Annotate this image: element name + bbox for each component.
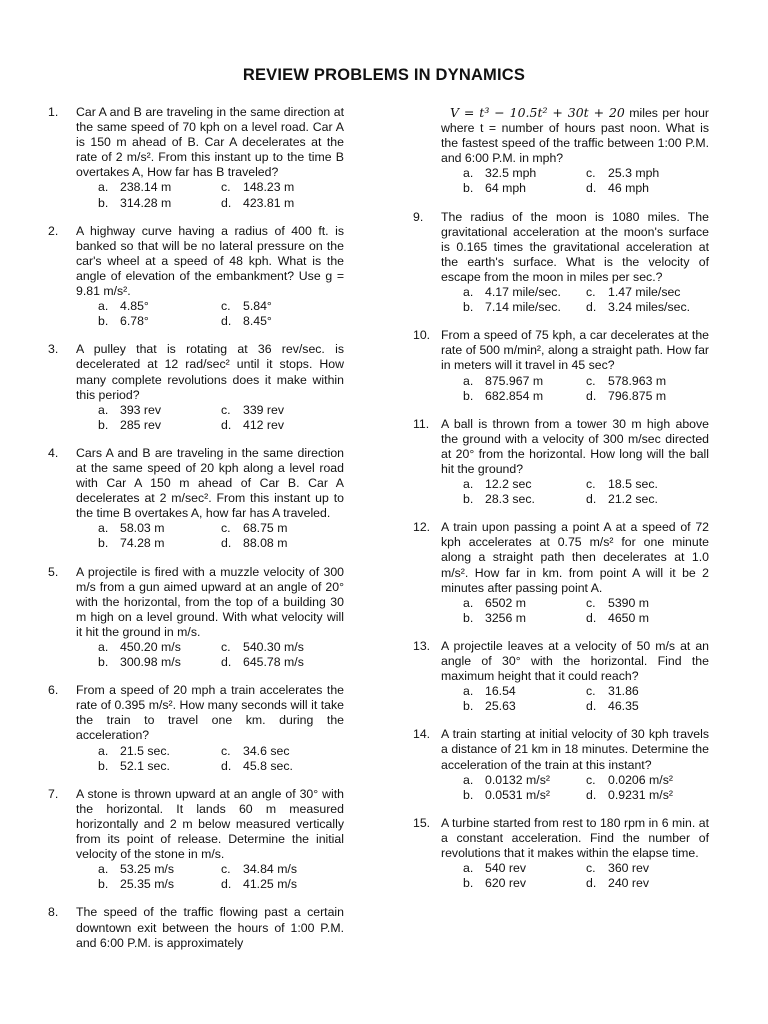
choices: a. 16.54 c. 31.86 b. 25.63 d. 46.35 <box>463 684 639 714</box>
problem-8 <box>48 905 344 950</box>
choice-b: 64 mph <box>485 181 527 196</box>
choice-a: 58.03 m <box>120 521 165 536</box>
problem-number: 9. <box>413 209 424 224</box>
choice-c: 360 rev <box>608 861 650 876</box>
choice-b: 682.854 m <box>485 388 544 403</box>
problem-text: A ball is thrown from a tower 30 m high above the ground with a velocity of 300 m/sec directed at 20° from the horizontal. How long will the ball hit the ground? <box>441 416 709 476</box>
problem-3 <box>48 342 344 433</box>
problem-number: 12. <box>413 520 431 535</box>
choice-d: 645.78 m/s <box>243 655 304 670</box>
problem-number: 5. <box>48 564 59 579</box>
choices: a. 53.25 m/s c. 34.84 m/s b. 25.35 m/s d. 41.25 m/s <box>98 862 297 892</box>
choice-c: 68.75 m <box>243 521 288 536</box>
problem-text: Car A and B are traveling in the same direction at the same speed of 70 kph on a level road. Car A is 150 m ahead of B. Car A decelerates at the rate of 2 m/s². From this instant up to the time B overtakes A, How far has B traveled? <box>76 105 344 180</box>
choice-a: 53.25 m/s <box>120 862 174 877</box>
problem-number: 14. <box>413 727 431 742</box>
choice-a: 21.5 sec. <box>120 743 170 758</box>
choice-b: 7.14 mile/sec. <box>485 300 561 315</box>
choices: a. 875.967 m c. 578.963 m b. 682.854 m d. 796.875 m <box>463 373 667 403</box>
choices: a. 6502 m c. 5390 m b. 3256 m d. 4650 m <box>463 595 650 625</box>
choices: a. 58.03 m c. 68.75 m b. 74.28 m d. 88.08 m <box>98 521 288 551</box>
problem-text: The speed of the traffic flowing past a certain downtown exit between the hours of 1:00 P.M. and 6:00 P.M. is approximately <box>76 905 344 950</box>
problem-number: 4. <box>48 445 59 460</box>
choices: a. 12.2 sec c. 18.5 sec. b. 28.3 sec. d. 21.2 sec. <box>463 477 658 507</box>
problem-10 <box>413 328 709 403</box>
problem-number: 10. <box>413 328 431 343</box>
choice-b: 6.78° <box>120 314 149 329</box>
choice-d: 8.45° <box>243 314 272 329</box>
choice-c: 5.84° <box>243 299 272 314</box>
choice-c: 25.3 mph <box>608 166 660 181</box>
choice-b: 3256 m <box>485 610 527 625</box>
choice-c: 148.23 m <box>243 180 295 195</box>
problem-text: From a speed of 20 mph a train accelerates the rate of 0.395 m/s². How many seconds will it take the train to travel one km. during the acceleration? <box>76 683 344 743</box>
choice-a: 6502 m <box>485 595 527 610</box>
problem-number: 3. <box>48 342 59 357</box>
problem-8-continued <box>413 105 709 197</box>
problem-9 <box>413 210 709 316</box>
problem-1 <box>48 105 344 211</box>
choice-c: 5390 m <box>608 595 650 610</box>
choice-d: 3.24 miles/sec. <box>608 300 691 315</box>
choice-b: 74.28 m <box>120 536 165 551</box>
problem-12 <box>413 520 709 626</box>
problem-7 <box>48 787 344 893</box>
choice-c: 578.963 m <box>608 373 667 388</box>
problem-number: 2. <box>48 223 59 238</box>
choice-d: 46 mph <box>608 181 650 196</box>
choices: a. 21.5 sec. c. 34.6 sec b. 52.1 sec. d. 45.8 sec. <box>98 743 293 773</box>
choice-b: 25.35 m/s <box>120 877 174 892</box>
choice-c: 18.5 sec. <box>608 477 658 492</box>
choice-d: 240 rev <box>608 876 650 891</box>
problem-number: 11. <box>413 416 430 431</box>
choice-d: 88.08 m <box>243 536 288 551</box>
choice-d: 0.9231 m/s² <box>608 787 673 802</box>
choice-b: 314.28 m <box>120 195 172 210</box>
choice-a: 540 rev <box>485 861 527 876</box>
choices: a. 4.17 mile/sec. c. 1.47 mile/sec b. 7.14 mile/sec. d. 3.24 miles/sec. <box>463 285 691 315</box>
choice-a: 0.0132 m/s² <box>485 772 550 787</box>
problem-number: 15. <box>413 815 431 830</box>
choices: a. 450.20 m/s c. 540.30 m/s b. 300.98 m/s d. 645.78 m/s <box>98 640 304 670</box>
choice-d: 412 rev <box>243 417 285 432</box>
choices: a. 32.5 mph c. 25.3 mph b. 64 mph d. 46 mph <box>463 166 660 196</box>
choice-c: 31.86 <box>608 684 639 699</box>
choice-a: 450.20 m/s <box>120 640 181 654</box>
choice-a: 4.85° <box>120 299 149 314</box>
problem-text: A pulley that is rotating at 36 rev/sec. is decelerated at 12 rad/sec² until it stops. How many complete revolutions does it make within this period? <box>76 342 344 402</box>
problem-text: miles per hour where t = number of hours past noon. What is the fastest speed of the traffic between 1:00 P.M. and 6:00 P.M. in mph? <box>441 106 710 166</box>
problem-15 <box>413 816 709 891</box>
page-title: REVIEW PROBLEMS IN DYNAMICS <box>242 66 526 84</box>
problem-text: Cars A and B are traveling in the same direction at the same speed of 20 kph along a level road with Car A 150 m ahead of Car B. Car A decelerates at 2 m/sec². From this instant up to the time B overtakes A, how far has A traveled. <box>76 445 344 521</box>
problem-text: A projectile is fired with a muzzle velocity of 300 m/s from a gun aimed upward at an angle of 20° with the horizontal, from the top of a building 30 m high on a level ground. With what velocity will it hit the ground in m/s. <box>76 564 344 639</box>
choice-b: 300.98 m/s <box>120 655 181 670</box>
problem-4 <box>48 446 344 552</box>
problem-6 <box>48 683 344 774</box>
choice-b: 52.1 sec. <box>120 758 170 773</box>
choices: a. 238.14 m c. 148.23 m b. 314.28 m d. 423.81 m <box>98 180 295 210</box>
choice-a: 16.54 <box>485 684 516 699</box>
problem-text: From a speed of 75 kph, a car decelerates at the rate of 500 m/min², along a straight path. How far in meters will it travel in 45 sec? <box>441 328 709 373</box>
problem-2 <box>48 224 344 330</box>
problem-number: 8. <box>48 905 59 920</box>
choice-d: 423.81 m <box>243 195 295 210</box>
problem-11 <box>413 417 709 508</box>
problem-number: 6. <box>48 683 59 698</box>
choice-d: 4650 m <box>608 610 650 625</box>
choices: a. 0.0132 m/s² c. 0.0206 m/s² b. 0.0531 m/s² d. 0.9231 m/s² <box>463 772 673 802</box>
problem-text: A turbine started from rest to 180 rpm in 6 min. at a constant acceleration. Find the number of revolutions that it makes within the elapse time. <box>441 815 709 861</box>
choice-b: 0.0531 m/s² <box>485 787 550 802</box>
problem-text: A train upon passing a point A at a speed of 72 kph accelerates at 0.75 m/s² for one minute along a straight path then decelerates at 1.0 m/s². How far in km. from point A will it be 2 minutes after passing point A. <box>441 520 709 595</box>
choice-d: 796.875 m <box>608 388 667 403</box>
choice-a: 393 rev <box>120 402 162 417</box>
left-column <box>48 105 344 964</box>
choice-c: 34.6 sec <box>243 743 290 758</box>
choices: a. 4.85° c. 5.84° b. 6.78° d. 8.45° <box>98 299 272 329</box>
choice-c: 540.30 m/s <box>243 640 304 654</box>
choices: a. 393 rev c. 339 rev b. 285 rev d. 412 rev <box>98 402 285 432</box>
choice-c: 1.47 mile/sec <box>608 285 681 300</box>
right-column <box>413 105 709 904</box>
choice-c: 34.84 m/s <box>243 862 297 877</box>
choice-a: 4.17 mile/sec. <box>485 285 561 300</box>
problem-number: 1. <box>48 105 59 119</box>
speed-equation: V = t³ − 10.5t² + 30t + 20 <box>450 105 625 120</box>
problem-text: A train starting at initial velocity of 30 kph travels a distance of 21 km in 18 minutes. Determine the acceleration of the train at this instant? <box>441 727 709 772</box>
choice-b: 28.3 sec. <box>485 492 535 507</box>
problem-number: 13. <box>413 638 431 653</box>
problem-14 <box>413 727 709 802</box>
choice-a: 12.2 sec <box>485 477 532 492</box>
choice-b: 285 rev <box>120 417 162 432</box>
problem-number: 7. <box>48 786 59 801</box>
choice-a: 32.5 mph <box>485 166 537 181</box>
problem-text: A projectile leaves at a velocity of 50 m/s at an angle of 30° with the horizontal. Find the maximum height that it could reach? <box>441 638 709 684</box>
choice-c: 339 rev <box>243 402 285 417</box>
choice-d: 41.25 m/s <box>243 877 297 892</box>
choice-a: 238.14 m <box>120 180 172 195</box>
problem-text: The radius of the moon is 1080 miles. The gravitational acceleration at the moon's surface is 0.165 times the gravitational acceleration at the earth's surface. What is the velocity of escape from the moon in miles per sec.? <box>441 209 709 284</box>
problem-5 <box>48 565 344 671</box>
problem-13 <box>413 639 709 714</box>
choice-a: 875.967 m <box>485 373 544 388</box>
choice-d: 45.8 sec. <box>243 758 293 773</box>
choice-b: 25.63 <box>485 699 516 714</box>
choice-b: 620 rev <box>485 876 527 891</box>
choice-d: 46.35 <box>608 699 639 714</box>
choices: a. 540 rev c. 360 rev b. 620 rev d. 240 rev <box>463 861 650 891</box>
choice-d: 21.2 sec. <box>608 492 658 507</box>
choice-c: 0.0206 m/s² <box>608 772 673 787</box>
problem-text: A highway curve having a radius of 400 ft. is banked so that will be no lateral pressure on the car's wheel at a speed of 48 kph. What is the angle of elevation of the embankment? Use g = 9.81 m/s². <box>76 223 344 299</box>
problem-text: A stone is thrown upward at an angle of 30° with the horizontal. It lands 60 m measured horizontally and 2 m below measured vertically from its point of release. Determine the initial velocity of the stone in m/s. <box>76 786 344 862</box>
